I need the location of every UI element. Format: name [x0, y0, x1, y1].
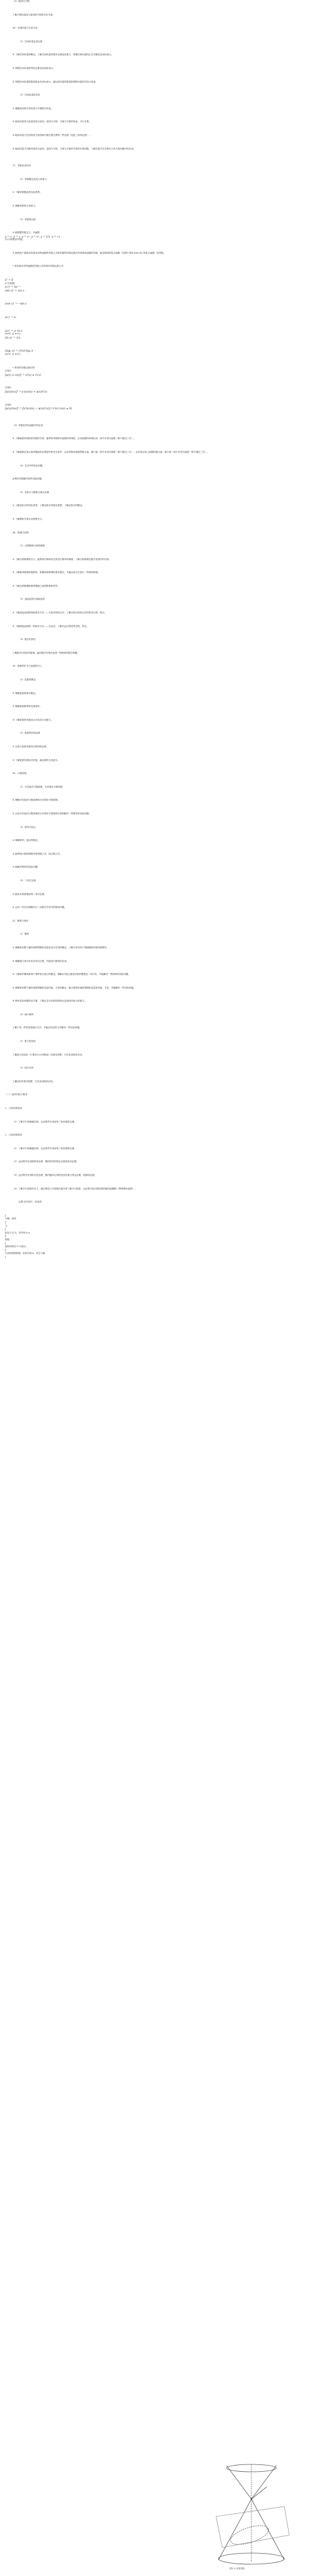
derivative-rules — [5, 366, 324, 411]
text-line: ② 能用向量语言表述直线与直线、直线与平面、平面与平面的垂直、平行关系。 — [12, 120, 91, 123]
formula-line: (xⁿ)' = nxⁿ⁻¹ — [5, 285, 21, 289]
text-line: ① 理解复数的基本概念。 — [12, 691, 38, 695]
text-line: ① 能用计数原理证明二项式定理。 — [12, 892, 47, 895]
text-line: ① 理解排列、组合的概念。 — [12, 839, 40, 842]
math-symbol: l' — [5, 1220, 7, 1224]
text-line: ① 会进行复数代数形式的四则运算。 — [12, 745, 49, 748]
text-line: （4）了解平行投影的含义，通过圆柱与平面的位置关系了解平行投影；会证明平面与圆柱面的截线是椭圆（特殊情形是圆）。 — [12, 1187, 137, 1190]
text-line: （1）了解平行线截割定理，会证明并应用直角三角形射影定理。 — [12, 1120, 76, 1123]
section-heading: 17、导数及其应用 — [12, 164, 31, 167]
text-line: 围绕 — [5, 1238, 10, 1241]
text-line: （2）回归分析 — [19, 1067, 34, 1070]
text-line: （1）概率 — [19, 933, 29, 936]
text-line: 相交于点 O，其夹角为 α， — [5, 1231, 32, 1234]
header-lines — [5, 0, 324, 151]
text-line: 会利用导数解决某些实际问题。 — [12, 477, 44, 481]
text-line: 与 — [5, 1224, 7, 1227]
text-line: ③ 了解合情推理和演绎推理之间的联系和差异。 — [12, 584, 60, 587]
text-line: （3）二项式定理 — [19, 879, 36, 882]
section-heading: 16、空间向量与立体几何 — [12, 27, 38, 30]
rule-formula: [u(x)v(x)]' = u'(x)v(x) + u(x)v'(x) — [5, 389, 48, 393]
text-line: ③ 掌握空间向量的数量积及其坐标表示，能运用向量的数量积判断向量的共线与垂直。 — [12, 80, 98, 83]
text-line: ② 能利用计数原理推导排列数公式、组合数公式。 — [12, 852, 62, 855]
text-line: （3）会证明并应用相交弦定理、圆内接四边形的性质定理与判定定理、切割线定理。 — [12, 1174, 97, 1176]
cone-theorem-lines — [5, 1214, 324, 1259]
text-line: （2）直接证明与间接证明 — [19, 598, 45, 601]
document-page — [5, 0, 324, 1259]
text-line: ② 了解复数代数形式的加、减运算的几何意义。 — [12, 758, 60, 762]
text-line: ② 理解复数相等的充要条件。 — [12, 705, 42, 708]
text-line: ④ 理解取有限个值的离散型随机变量均值、方差的概念，能计算简单离散型随机变量的均值、方差，并能解决一些实际问题。 — [12, 986, 136, 989]
text-line: 定理 在空间中，取直线 — [19, 1201, 42, 1204]
text-line: • 常用的导数运算法则： — [12, 366, 37, 369]
cone-diagram-icon — [211, 2462, 292, 2574]
text-line: ③ 了解条件概率和两个事件相互独立的概念，理解n次独立重复试验的模型及二项分布，并能解决一些简单的实际问题。 — [12, 973, 130, 976]
section-heading: 18、推理与证明 — [12, 531, 29, 534]
subsection-heading: （2）空间向量的应用 — [19, 94, 40, 97]
text-line: ② 理解导数的几何意义。 — [12, 204, 38, 207]
math-symbol: l — [5, 1228, 6, 1232]
function-list: y = c, y = x, y = x², y = x³, y = 1/x, y = √x — [5, 234, 60, 238]
rule-label: 法则1: — [5, 370, 12, 373]
derivative-section — [5, 164, 324, 269]
text-line: （2）复数的四则运算 — [19, 732, 40, 735]
text-line: （1）分类加法计数原理、分步乘法计数原理 — [19, 785, 63, 788]
cone-figure — [211, 2462, 292, 2574]
formula-line: (logₐ x)' = (1/x)·logₐ e — [5, 349, 34, 353]
formula-line: C' = 0 — [5, 278, 14, 282]
subsection-heading: （2）导数的运算 — [19, 218, 36, 221]
formula-line: (eˣ)' = eˣ — [5, 316, 17, 319]
text-line: （1）独立性检验 — [19, 1040, 36, 1043]
text-line: ① 了解定积分的实际背景，了解定积分的基本思想，了解定积分的概念。 — [12, 504, 84, 507]
formula-note: (a>0, 且 a≠1) — [5, 353, 20, 355]
body-lines — [5, 424, 324, 1204]
text-line: ② 会用分类加法计数原理或分步乘法计数原理分析和解决一些简单的实际问题。 — [12, 812, 91, 815]
text-line: 了解独立性检验（只要求2×2列联表）的基本思想、方法及其简单应用。 — [12, 1053, 84, 1056]
text-line: • 常见基本初等函数的导数公式和常用导数运算公式： — [12, 265, 66, 268]
subsection-heading: （1）空间向量及其运算 — [19, 40, 43, 43]
text-line: ② 会用二项式定理解决与二项展开式有关的简单问题。 — [12, 906, 67, 909]
text-line: （5）定积分与微积分基本定理 — [19, 491, 50, 494]
text-line: ② 掌握空间向量的线性运算及其坐标表示。 — [12, 66, 56, 69]
formula-line: (aˣ)' = aˣ ln a — [5, 329, 22, 332]
subsection-heading: （1）导数概念及其几何意义 — [19, 177, 47, 180]
text-line: （2）统计案例 — [19, 1013, 34, 1016]
text-line: 为母线的圆锥面，任取平面 π，若它与轴 — [5, 1252, 45, 1255]
formula-line: (ln x)' = 1/x — [5, 335, 20, 339]
text-line: （1）了解平行线截割定理，会证明并应用直角三角形射影定理。 — [12, 1147, 76, 1150]
text-line: ① 理解分类加法计数原理和分步乘法计数原理。 — [12, 799, 60, 802]
text-line: ① 了解导数概念的实际背景。 — [12, 191, 42, 194]
formula-line: (sin x)' = cos x — [5, 288, 25, 292]
text-line: 了解方程的曲线与曲线的方程的对应关系。 — [12, 13, 55, 16]
text-line: （4）生活中的优化问题。 — [19, 464, 45, 467]
figure-caption: 图1-2-1(第1题) — [230, 2567, 245, 2570]
section-heading: 20、计数原理 — [12, 772, 27, 775]
text-line: （2）曲线与方程 — [12, 0, 30, 2]
math-symbol: l' — [5, 1235, 7, 1238]
text-line: ① 能根据导数定义，求函数 — [12, 231, 40, 234]
text-line: ② 了解微积分基本定理的含义。 — [12, 517, 45, 520]
section-heading: 21、概率与统计 — [12, 919, 29, 922]
text-line: ③ 能用向量方法证明有关直线和平面位置关系的一些定理（包括三垂线定理）。 — [12, 133, 91, 136]
derivative-formulas — [5, 278, 324, 357]
text-line: ① 了解直接证明的两种基本方法——分析法和综合法；了解分析法和综合法的思考过程、特点。 — [12, 611, 107, 615]
text-line: 了解下列一些常见的统计方法，并能应用这些方法解决一些实际问题。 — [12, 1026, 82, 1029]
text-line: 旋转得到以 O 为顶点， — [5, 1245, 29, 1248]
text-line: ① 理解直线的方向向量与平面的法向量。 — [12, 107, 53, 110]
rule-label: 法则3: — [5, 403, 12, 406]
formula-note: (C为常数) — [5, 282, 16, 285]
math-symbol: l — [5, 1241, 6, 1245]
section-heading: 1、几何证明选讲 — [5, 1107, 22, 1110]
text-line: （2）排列与组合 — [19, 825, 36, 828]
section-heading: 19、数系的扩充与复数的引入 — [12, 665, 42, 668]
text-line: （1）合情推理与演绎推理 — [19, 544, 45, 548]
text-line: ④ 能用向量方法解决直线与直线、直线与平面、平面与平面的夹角的计算问题，了解向量方法在研究立体几何问题中的应用。 — [12, 147, 136, 150]
text-line: （3）导数在研究函数中的应用 — [12, 424, 43, 427]
text-line: (1)为常数)的导数。 — [5, 238, 25, 241]
text-line: 了解回归的基本思想、方法及其简单应用。 — [12, 1080, 55, 1083]
text-line: （1）复数的概念 — [19, 678, 36, 682]
text-line: （2）会证明并应用圆周角定理、圆的切线的判定定理及性质定理。 — [12, 1160, 79, 1163]
text-line: ③ 能解决简单的实际问题。 — [12, 866, 40, 869]
text-line: ② 了解间接证明的一种基本方法——反证法；了解反证法的思考过程、特点。 — [12, 624, 89, 628]
rule-formula: [u(x)/v(x)]' = [u'(x)v(x) − u(x)v'(x)] / v²(x) (v(x) ≠ 0) — [5, 407, 72, 411]
text-line: ① 理解取有限个值的离散型随机变量及其分布列的概念，了解分布列对于刻画随机现象的重要性。 — [12, 946, 109, 949]
formula-line: (cos x)' = −sin x — [5, 302, 27, 306]
text-line: ② 理解超几何分布及其导出过程，并能进行简单的应用。 — [12, 959, 69, 962]
text-line: ② 了解演绎推理的重要性，掌握演绎推理的基本模式，并能运用它们进行一些简单推理。 — [12, 571, 100, 574]
text-line: 了解数学归纳法的原理，能用数学归纳法证明一些简单的数学命题。 — [12, 651, 79, 654]
text-line: ① 了解函数单调性和导数的关系；能利用导数研究函数的单调性，会求函数的单调区间（其中多项式函数一般不超过三次）。 — [12, 437, 136, 440]
text-line: ① 了解空间向量的概念，了解空间向量的基本定理及其意义，掌握空间向量的正交分解及其坐标表示。 — [12, 53, 114, 56]
text-line: （3）数学归纳法 — [19, 638, 36, 641]
text-line: ② 能利用下面给出的基本初等函数的导数公式和导数的四则运算法则求简单函数的导数，能求简单的复合函数（仅限于形如 f(ax+b) 的复合函数）的导数。 — [12, 251, 166, 254]
section-heading: （二）选考内容与要求 — [5, 1093, 27, 1096]
math-symbol: l — [5, 1255, 6, 1259]
rule-label: 法则2: — [5, 386, 12, 389]
text-line: ② 了解函数在某点取得极值的必要条件和充分条件；会用导数求函数的极大值、极小值（其中多项式函数一般不超过三次）；会求闭区间上函数的最大值、最小值（其中多项式函数一般不超过三次）。 — [12, 450, 210, 453]
math-symbol: l' — [5, 1248, 7, 1252]
section-heading: 1、几何证明选讲 — [5, 1134, 22, 1137]
rule-formula: [u(x) ± v(x)]' = u'(x) ± v'(x) — [5, 373, 41, 376]
math-symbol: l — [5, 1214, 6, 1217]
text-line: ⑤ 利用实际问题的直方图，了解正态分布曲线的特点及曲线所表示的意义。 — [12, 1000, 87, 1003]
text-line: ③ 了解复数的代数表示法及其几何意义。 — [12, 718, 53, 721]
formula-note: (a>0, 且 a≠1) — [5, 332, 20, 335]
text-line: ① 了解合情推理的含义，能利用归纳和类比等进行简单的推理，了解合情推理在数学发现中的作用。 — [12, 557, 111, 561]
text-line: 为轴，直线 — [5, 1217, 16, 1220]
